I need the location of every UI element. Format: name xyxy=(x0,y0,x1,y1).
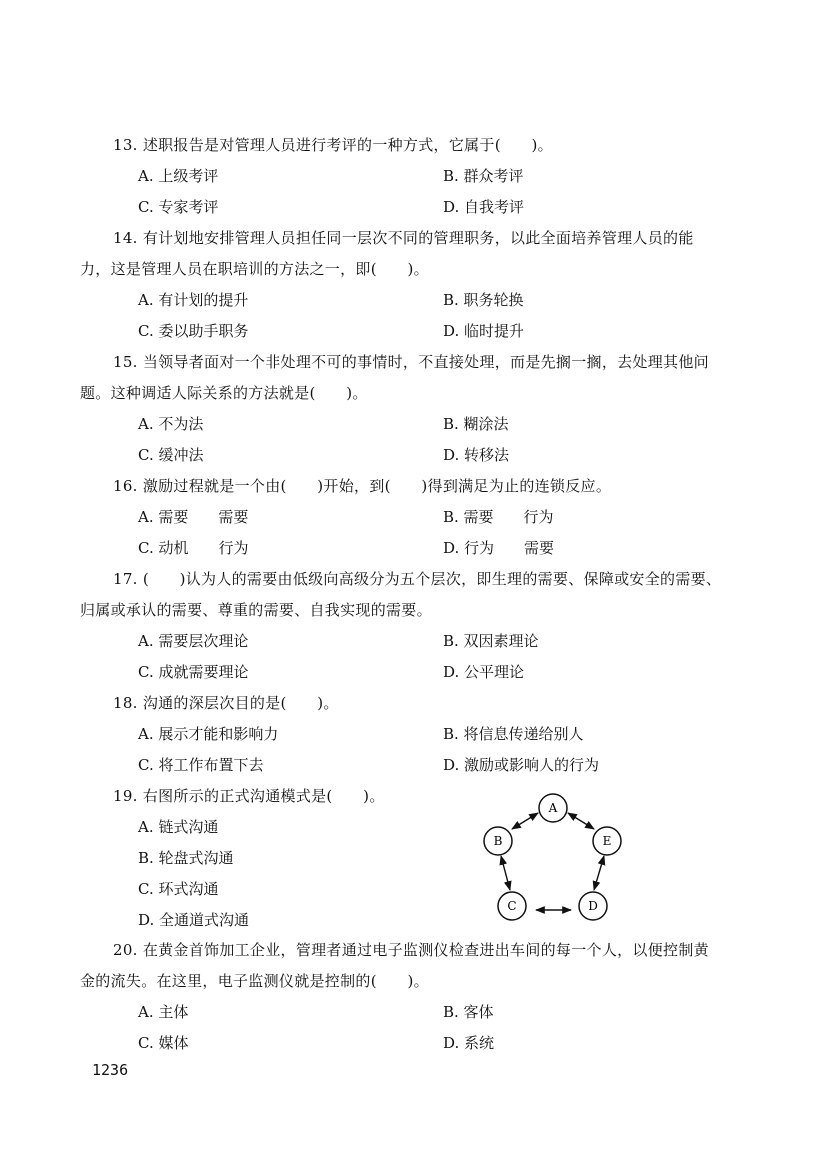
svg-text:A: A xyxy=(548,801,558,815)
question-13-option-a: A. 上级考评 xyxy=(138,167,219,185)
edge-a-e xyxy=(568,813,594,829)
question-14-option-d: D. 临时提升 xyxy=(443,322,525,340)
question-14-stem-line-1: 14. 有计划地安排管理人员担任同一层次不同的管理职务，以此全面培养管理人员的能 xyxy=(113,229,694,247)
question-17-option-a: A. 需要层次理论 xyxy=(138,632,249,650)
question-20-stem-line-2: 金的流失。在这里，电子监测仪就是控制的( )。 xyxy=(80,972,429,990)
question-13-option-b: B. 群众考评 xyxy=(443,167,524,185)
question-19-option-c: C. 环式沟通 xyxy=(138,880,219,898)
svg-text:D: D xyxy=(588,899,598,913)
question-20-option-d: D. 系统 xyxy=(443,1034,495,1052)
question-16-stem: 16. 激励过程就是一个由( )开始，到( )得到满足为止的连锁反应。 xyxy=(113,477,612,495)
node-e xyxy=(593,827,621,855)
question-16-option-b: B. 需要 行为 xyxy=(443,508,554,526)
node-a xyxy=(539,794,567,822)
question-13-stem: 13. 述职报告是对管理人员进行考评的一种方式，它属于( )。 xyxy=(113,136,553,154)
question-16-option-d: D. 行为 需要 xyxy=(443,539,555,557)
svg-text:B: B xyxy=(493,834,503,848)
question-13-option-c: C. 专家考评 xyxy=(138,198,219,216)
edge-a-b xyxy=(512,813,538,829)
edge-e-d xyxy=(594,856,604,890)
question-18-option-b: B. 将信息传递给别人 xyxy=(443,725,584,743)
edge-b-c xyxy=(501,856,510,890)
question-18-option-a: A. 展示才能和影响力 xyxy=(138,725,279,743)
question-20-option-c: C. 媒体 xyxy=(138,1034,189,1052)
question-17-option-c: C. 成就需要理论 xyxy=(138,663,249,681)
question-14-stem-line-2: 力，这是管理人员在职培训的方法之一，即( )。 xyxy=(80,260,429,278)
question-17-option-b: B. 双因素理论 xyxy=(443,632,539,650)
question-15-option-b: B. 糊涂法 xyxy=(443,415,509,433)
question-15-option-d: D. 转移法 xyxy=(443,446,510,464)
question-15-stem-line-1: 15. 当领导者面对一个非处理不可的事情时，不直接处理，而是先搁一搁，去处理其他问 xyxy=(113,353,709,371)
node-d xyxy=(579,892,607,920)
question-15-option-c: C. 缓冲法 xyxy=(138,446,204,464)
question-18-option-d: D. 激励或影响人的行为 xyxy=(443,756,600,774)
question-20-stem-line-1: 20. 在黄金首饰加工企业，管理者通过电子监测仪检查进出车间的每一个人，以便控制黄 xyxy=(113,941,709,959)
question-15-option-a: A. 不为法 xyxy=(138,415,204,433)
question-16-option-c: C. 动机 行为 xyxy=(138,539,249,557)
question-17-stem-line-2: 归属或承认的需要、尊重的需要、自我实现的需要。 xyxy=(80,601,432,619)
question-17-stem-line-1: 17. ( )认为人的需要由低级向高级分为五个层次，即生理的需要、保障或安全的需要、 xyxy=(113,570,722,588)
question-14-option-b: B. 职务轮换 xyxy=(443,291,524,309)
question-19-option-a: A. 链式沟通 xyxy=(138,818,219,836)
question-19-stem: 19. 右图所示的正式沟通模式是( )。 xyxy=(113,787,385,805)
question-18-stem: 18. 沟通的深层次目的是( )。 xyxy=(113,694,339,712)
question-18-option-c: C. 将工作布置下去 xyxy=(138,756,264,774)
node-c xyxy=(498,892,526,920)
question-13-option-d: D. 自我考评 xyxy=(443,198,525,216)
question-17-option-d: D. 公平理论 xyxy=(443,663,525,681)
question-15-stem-line-2: 题。这种调适人际关系的方法就是( )。 xyxy=(80,384,368,402)
question-20-option-a: A. 主体 xyxy=(138,1003,189,1021)
question-20-option-b: B. 客体 xyxy=(443,1003,494,1021)
question-16-option-a: A. 需要 需要 xyxy=(138,508,249,526)
question-19-option-b: B. 轮盘式沟通 xyxy=(138,849,234,867)
svg-text:C: C xyxy=(507,899,517,913)
communication-network-diagram xyxy=(470,786,640,926)
question-14-option-a: A. 有计划的提升 xyxy=(138,291,249,309)
question-19-option-d: D. 全通道式沟通 xyxy=(138,911,250,929)
node-b xyxy=(484,827,512,855)
page-number: 1236 xyxy=(92,1061,129,1079)
svg-text:E: E xyxy=(602,834,612,848)
question-14-option-c: C. 委以助手职务 xyxy=(138,322,249,340)
